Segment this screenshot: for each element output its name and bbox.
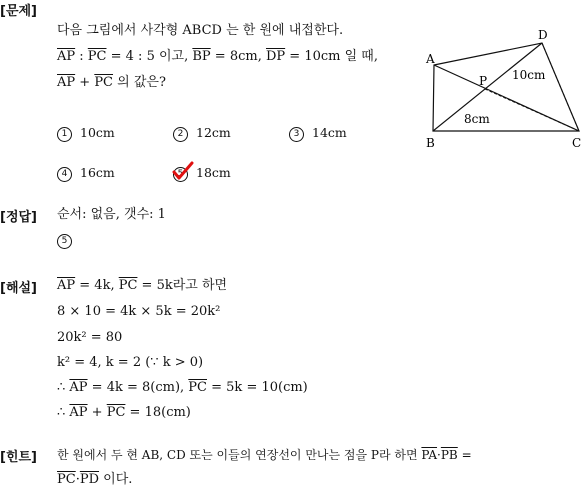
- choice-number-icon: 1: [57, 127, 72, 142]
- quadrilateral-abcd: [433, 43, 579, 131]
- problem-line-2: $\overline{AP}$ : $\overline{PC} = 4$ : 5 이고, $\overline{BP} = 8cm$, $\overline{DP} = 10cm$ 일 때,: [57, 49, 378, 64]
- problem-line-1: 다음 그림에서 사각형 ABCD 는 한 원에 내접한다.: [57, 23, 344, 38]
- solution-line-4: k² = 4, k = 2 (∵ k > 0): [57, 355, 204, 370]
- solution-line-5: ∴ $\overline{AP} = 4k = 8(cm)$, $\overline{PC} = 5k = 10(cm)$: [57, 380, 308, 395]
- solution-line-2: 8 × 10 = 4k × 5k = 20k²: [57, 304, 221, 319]
- choice-2[interactable]: 2 12cm: [173, 125, 231, 142]
- answer-number-icon: 5: [57, 234, 72, 249]
- segment-label-dp: 10cm: [512, 68, 546, 82]
- choice-number-icon: 4: [57, 167, 72, 182]
- answer-choice: [57, 233, 80, 249]
- problem-line-3: $\overline{AP} + \overline{PC}$ 의 값은?: [57, 75, 166, 90]
- choice-1[interactable]: 1 10cm: [57, 125, 115, 142]
- solution-line-6: ∴ $\overline{AP} + \overline{PC} = 18(cm)$: [57, 405, 191, 420]
- hint-section-label: [힌트]: [0, 450, 37, 465]
- problem-section-label: [문제]: [0, 4, 37, 19]
- answer-section-label: [정답]: [0, 210, 37, 225]
- vertex-label-b: B: [426, 136, 435, 150]
- chord-ac: [434, 65, 579, 131]
- dashed-pc: [485, 89, 579, 131]
- solution-section-label: [해설]: [0, 281, 37, 296]
- choice-number-icon: 3: [289, 127, 304, 142]
- hint-line-1: 한 원에서 두 현 AB, CD 또는 이들의 연장선이 만나는 점을 P라 하면 $\overline{PA}\cdot\overline{PB}$ =: [57, 448, 472, 462]
- segment-label-bp: 8cm: [464, 112, 490, 126]
- choice-number-icon: 2: [173, 127, 188, 142]
- quadrilateral-figure: [420, 25, 588, 155]
- choice-number-icon: 5: [173, 167, 188, 182]
- solution-line-3: 20k² = 80: [57, 330, 123, 345]
- solution-line-1: $\overline{AP} = 4k$, $\overline{PC} = 5k$라고 하면: [57, 278, 228, 293]
- hint-line-2: $\overline{PC}\cdot\overline{PD}$ 이다.: [57, 472, 133, 487]
- intersection-label-p: P: [479, 74, 488, 88]
- answer-info: 순서: 없음, 갯수: 1: [57, 207, 166, 222]
- vertex-label-d: D: [538, 28, 548, 42]
- vertex-label-a: A: [426, 52, 435, 66]
- choice-5[interactable]: 5 18cm: [173, 165, 231, 182]
- choice-3[interactable]: 3 14cm: [289, 125, 347, 142]
- choice-4[interactable]: 4 16cm: [57, 165, 115, 182]
- vertex-label-c: C: [572, 136, 582, 150]
- checkmark-icon: [171, 160, 195, 182]
